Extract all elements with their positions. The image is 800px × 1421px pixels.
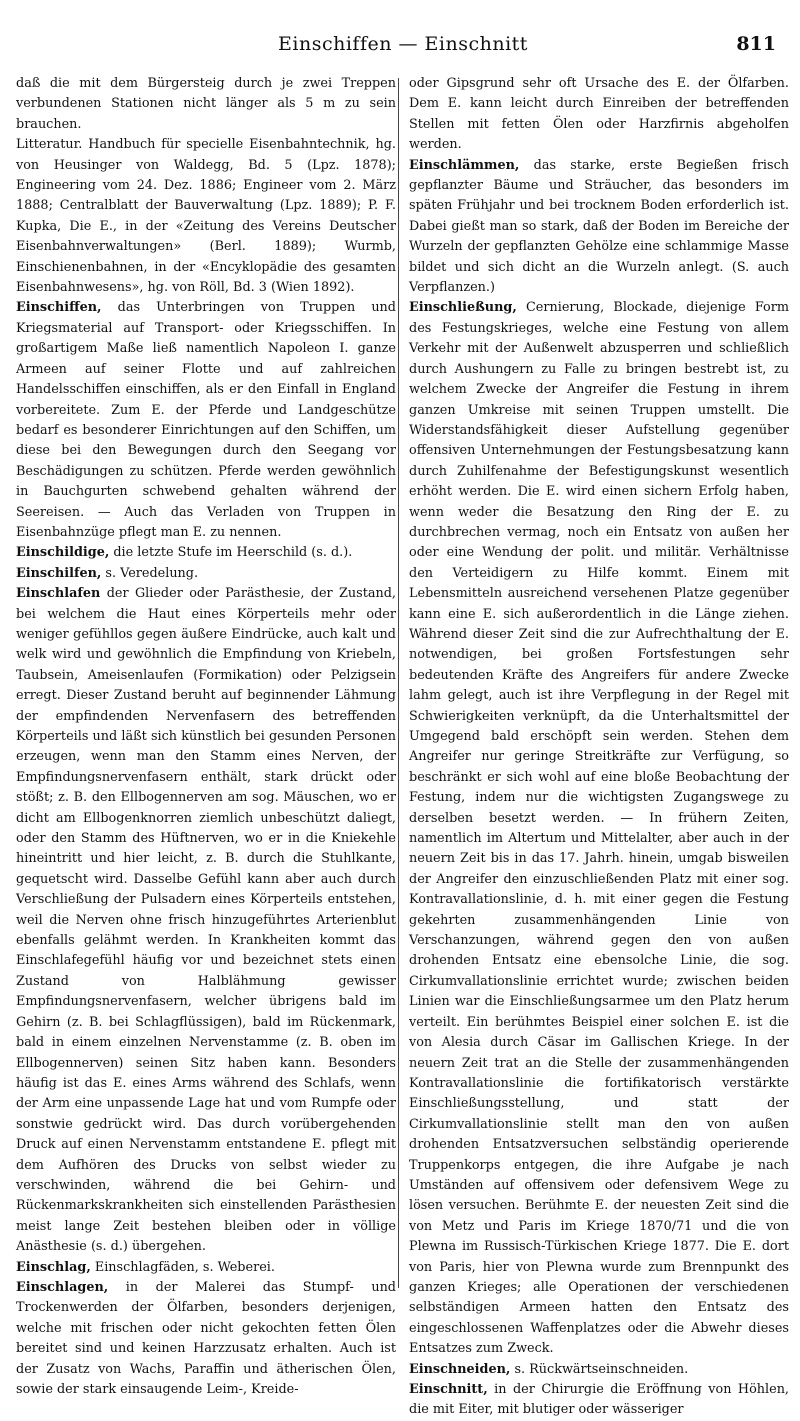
entry-text: Litteratur. Handbuch für specielle Eisenbahntechnik, hg. von Heusinger von Waldegg, Bd. 5 (Lpz. 1878); Engineering vom 24. Dez. 1886; Engineer vom 2. März 1888; Centralblatt der Bauverwaltung (Lpz. 1889); P. F. Kupka, Die E., in der «Zeitung des Vereins Deutscher Eisenbahnverwaltungen» (Berl. 1889); Wurmb, Einschienenbahnen, in der «Encyklopädie des gesamten Eisenbahnwesens», hg. von Röll, Bd. 3 (Wien 1892). (16, 137, 396, 296)
entry-text: das Unterbringen von Truppen und Kriegsmaterial auf Transport- oder Kriegsschiffen. In großartigem Maße ließ namentlich Napoleon I. ganze Armeen auf seiner Flotte und auf zahlreichen Handelsschiffen einschiffen, als er den Einfall in England vorbereitete. Zum E. der Pferde und Landgeschütze bedarf es besonderer Einrichtungen auf den Schiffen, um diese bei den Bewegungen durch den Seegang vor Beschädigungen zu schützen. Pferde werden gewöhnlich in Bauchgurten schwebend gehalten während der Seereisen. — Auch das Verladen von Truppen in Eisenbahnzüge pflegt man E. zu nennen. (16, 300, 396, 540)
dictionary-entry (16, 543, 396, 563)
entry-headword: Einschließung, (409, 300, 517, 316)
entry-text: das starke, erste Begießen frisch gepflanzter Bäume und Sträucher, das besonders im späten Frühjahr und bei trocknem Boden erforderlich ist. Dabei gießt man so stark, daß der Boden im Bereiche der Wurzeln der gepflanzten Gehölze eine schlammige Masse bildet und sich dicht an die Wurzeln anlegt. (S. auch Verpflanzen.) (409, 157, 789, 296)
entry-text: oder Gipsgrund sehr oft Ursache des E. der Ölfarben. Dem E. kann leicht durch Einreiben der betreffenden Stellen mit fetten Ölen oder Harzfirnis abgeholfen werden. (409, 76, 789, 153)
entry-headword: Einschnitt, (409, 1382, 488, 1397)
entry-text: Einschlagfäden, s. Weberei. (90, 1259, 275, 1275)
dictionary-entry (409, 1380, 789, 1421)
page-header (0, 0, 800, 74)
entry-text: Cernierung, Blockade, diejenige Form des Festungskrieges, welche eine Festung von allem Verkehr mit der Außenwelt abzusperren und schließlich durch Aushungern zu Falle zu bringen bestrebt ist, zu welchem Zwecke der Angreifer die Festung in ihrem ganzen Umkreise mit seinen Truppen umstellt. Die Widerstandsfähigkeit dieser Aufstellung gegenüber offensiven Unternehmungen der Festungsbesatzung kann durch Zuhilfenahme der Befestigungskunst wesentlich erhöht werden. Die E. wird einen sichern Erfolg haben, wenn weder die Besatzung den Ring der E. zu durchbrechen vermag, noch ein Entsatz von außen her oder eine Wendung der polit. und militär. Verhältnisse den Verteidigern zu Hilfe kommt. Einem mit Lebensmitteln ausreichend versehenen Platze gegenüber kann eine E. sich außerordentlich in die Länge ziehen. Während dieser Zeit sind die zur Aufrechthaltung der E. notwendigen, bei großen Fortsfestungen sehr bedeutenden Kräfte des Angreifers für andere Zwecke lahm gelegt, auch ist ihre Verpflegung in der Regel mit Schwierigkeiten verknüpft, da die Unterhaltsmittel der Umgegend bald erschöpft sein werden. Stehen dem Angreifer nur geringe Streitkräfte zur Verfügung, so beschränkt er sich wohl auf eine bloße Beobachtung der Festung, indem nur die wichtigsten Zugangswege zu derselben besetzt werden. — In frühern Zeiten, namentlich im Altertum und Mittelalter, aber auch in der neuern Zeit bis in das 17. Jahrh. hinein, umgab bisweilen der Angreifer den einzuschließenden Platz mit einer sog. Kontravallationslinie, d. h. mit einer gegen die Festung gekehrten zusammenhängenden Linie von Verschanzungen, während gegen den von außen drohenden Entsatz eine ebensolche Linie, die sog. Cirkumvallationslinie errichtet wurde; zwischen beiden Linien war die Einschließungsarmee um den Platz herum verteilt. Ein berühmtes Beispiel einer solchen E. ist die von Alesia durch Cäsar im Gallischen Kriege. In der neuern Zeit trat an die Stelle der zusammenhängenden Kontravallationslinie die fortifikatorisch verstärkte Einschließungsstellung, und statt der Cirkumvallationslinie stellt man den von außen drohenden Entsatzversuchen selbständig operierende Truppenkorps entgegen, die ihre Aufgabe je nach Umständen auf offensivem oder defensivem Wege zu lösen versuchen. Berühmte E. der neuesten Zeit sind die von Metz und Paris im Kriege 1870/71 und die von Plewna im Russisch-Türkischen Kriege 1877. Die E. dort von Paris, hier von Plewna wurde zum Brennpunkt des ganzen Krieges; alle Operationen der verschiedenen selbständigen Armeen hatten den Entsatz des eingeschlossenen Waffenplatzes oder die Abwehr dieses Entsatzes zum Zweck. (409, 300, 789, 1357)
column-divider (398, 78, 399, 1288)
page-number: 811 (736, 33, 776, 55)
entry-headword: Einschlafen (16, 586, 101, 602)
left-column (16, 74, 396, 1400)
right-column (409, 74, 789, 1421)
entry-text: die letzte Stufe im Heerschild (s. d.). (109, 545, 353, 561)
entry-headword: Einschildige, (16, 545, 110, 561)
entry-text: daß die mit dem Bürgersteig durch je zwei Treppen verbundenen Stationen nicht länger als 5 m zu sein brauchen. (16, 76, 396, 132)
entry-headword: Einschiffen, (16, 300, 102, 316)
dictionary-entry (16, 1278, 396, 1400)
entry-text: s. Veredelung. (101, 565, 199, 581)
dictionary-entry (409, 298, 789, 1359)
entry-text: s. Rückwärtseinschneiden. (510, 1361, 689, 1377)
entry-text: in der Malerei das Stumpf- und Trockenwerden der Ölfarben, besonders derjenigen, welche mit frischen oder nicht gekochten fetten Ölen bereitet sind und keinen Harzzusatz erhalten. Auch ist der Zusatz von Wachs, Paraffin und ätherischen Ölen, sowie der stark einsaugende Leim-, Kreide- (16, 1279, 396, 1397)
running-title: Einschiffen — Einschnitt (278, 33, 528, 55)
dictionary-entry (16, 74, 396, 135)
entry-headword: Einschilfen, (16, 565, 102, 581)
dictionary-entry (16, 135, 396, 298)
dictionary-entry (409, 1360, 789, 1380)
dictionary-entry (16, 298, 396, 543)
dictionary-entry (409, 156, 789, 299)
entry-headword: Einschlag, (16, 1259, 91, 1275)
entry-headword: Einschlämmen, (409, 157, 520, 173)
dictionary-entry (16, 564, 396, 584)
entry-headword: Einschneiden, (409, 1361, 511, 1377)
dictionary-entry (409, 74, 789, 156)
entry-headword: Einschlagen, (16, 1279, 109, 1295)
dictionary-entry (16, 584, 396, 1257)
entry-text: der Glieder oder Parästhesie, der Zustand, bei welchem die Haut eines Körperteils mehr oder weniger gefühllos gegen äußere Eindrücke, auch kalt und welk wird und gewöhnlich die Empfindung von Kriebeln, Taubsein, Ameisenlaufen (Formikation) oder Pelzigsein erregt. Dieser Zustand beruht auf beginnender Lähmung der empfindenden Nervenfasern des betreffenden Körperteils und läßt sich künstlich bei gesunden Personen erzeugen, wenn man den Stamm eines Nerven, der Empfindungsnervenfasern enthält, stark drückt oder stößt; z. B. den Ellbogennerven am sog. Mäuschen, wo er dicht am Ellbogenknorren ziemlich unbeschützt daliegt, oder den Stamm des Hüftnerven, wo er in die Kniekehle hineintritt und hier leicht, z. B. durch die Stuhlkante, gequetscht wird. Dasselbe Gefühl kann aber auch durch Verschließung der Pulsadern eines Körperteils entstehen, weil die Nerven ohne frisch hinzugeführtes Arterienblut ebenfalls gelähmt werden. In Krankheiten kommt das Einschlafegefühl häufig vor und bezeichnet stets einen Zustand von Halblähmung gewisser Empfindungsnervenfasern, welcher übrigens bald im Gehirn (z. B. bei Schlagflüssigen), bald im Rückenmark, bald in einem einzelnen Nervenstamme (z. B. oben im Ellbogennerven) seinen Sitz haben kann. Besonders häufig ist das E. eines Arms während des Schlafs, wenn der Arm eine unpassende Lage hat und vom Rumpfe oder sonstwie gedrückt wird. Das durch vorübergehenden Druck auf einen Nervenstamm entstandene E. pflegt mit dem Aufhören des Drucks von selbst wieder zu verschwinden, während die bei Gehirn- und Rückenmarkskrankheiten sich einstellenden Parästhesien meist lange Zeit bestehen bleiben oder in völlige Anästhesie (s. d.) übergehen. (16, 586, 396, 1255)
dictionary-entry (16, 1258, 396, 1278)
entry-text: in der Chirurgie die Eröffnung von Höhlen, die mit Eiter, mit blutiger oder wässeriger (409, 1382, 789, 1418)
